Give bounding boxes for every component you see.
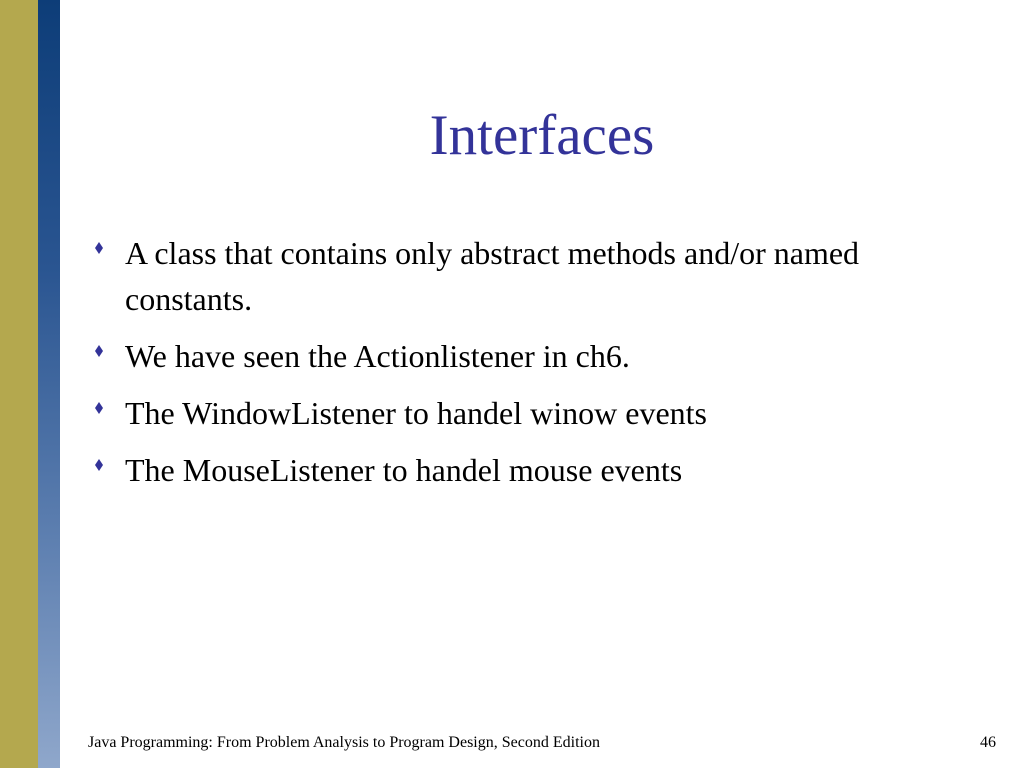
bullet-list [92,230,972,504]
bullet-text: A class that contains only abstract methods and/or named constants. [125,235,860,317]
footer-text: Java Programming: From Problem Analysis to Program Design, Second Edition [88,734,600,751]
diamond-bullet-icon [92,230,106,276]
bullet-text: The WindowListener to handel winow events [125,395,707,431]
diamond-bullet-icon [92,333,106,379]
bullet-text: The MouseListener to handel mouse events [125,452,683,488]
bullet-item [92,447,972,493]
slide-title: Interfaces [429,104,655,167]
diamond-bullet-icon [92,390,106,436]
bullet-item [92,230,972,322]
left-blue-stripe [38,0,60,768]
bullet-text: We have seen the Actionlistener in ch6. [125,338,630,374]
page-number: 46 [980,734,996,751]
bullet-item [92,390,972,436]
bullet-item [92,333,972,379]
left-olive-stripe [0,0,38,768]
diamond-bullet-icon [92,447,106,493]
